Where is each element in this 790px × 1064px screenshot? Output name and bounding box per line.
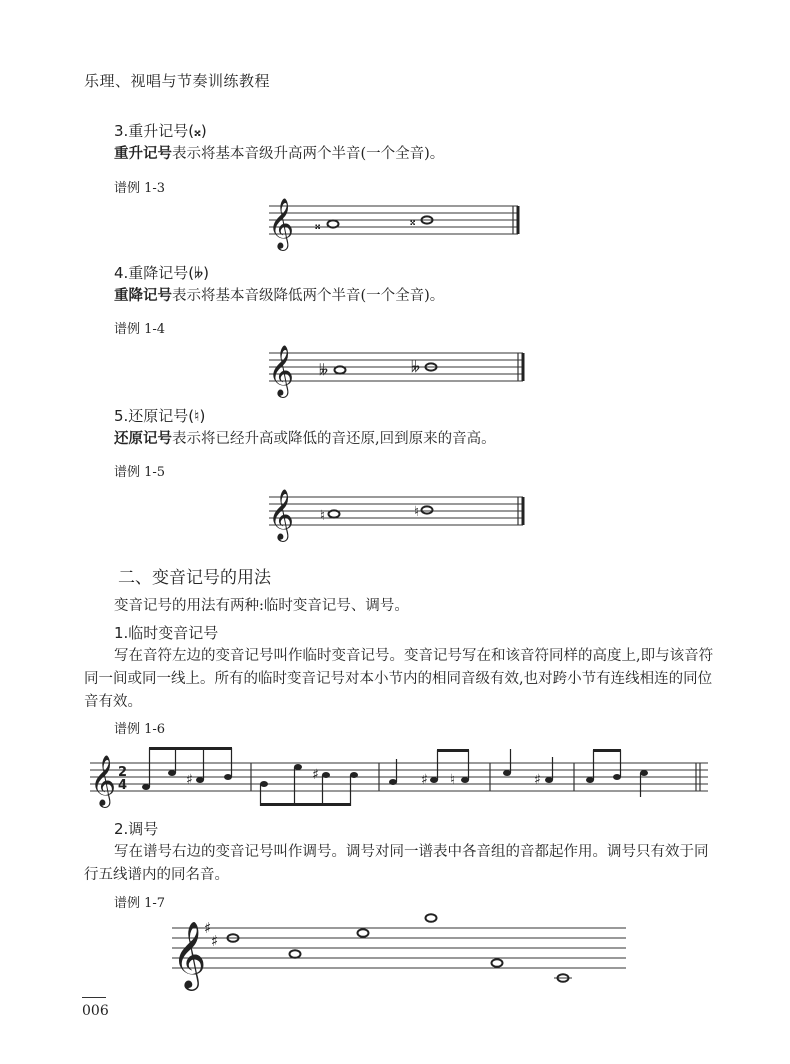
treble-clef-icon: 𝄞 bbox=[268, 198, 295, 249]
sharp-accidental: ♯ bbox=[312, 767, 319, 783]
heading-temporary-accidentals: 1.临时变音记号 bbox=[114, 624, 219, 642]
note bbox=[389, 779, 397, 785]
whole-note bbox=[492, 959, 503, 967]
para-temp-line3: 音有效。 bbox=[84, 694, 142, 710]
sharp-accidental: ♯ bbox=[534, 772, 541, 788]
example-label-1-7: 谱例 1-7 bbox=[114, 896, 166, 911]
score-example-1-4 bbox=[264, 345, 529, 395]
heading-natural: 5.还原记号(♮) bbox=[114, 407, 206, 425]
running-header: 乐理、视唱与节奏训练教程 bbox=[84, 72, 271, 90]
sharp-accidental: ♯ bbox=[421, 772, 428, 788]
measure-5 bbox=[586, 749, 648, 797]
measure-4 bbox=[503, 749, 553, 788]
natural-accidental: ♮ bbox=[320, 508, 326, 524]
beam bbox=[437, 749, 469, 752]
score-example-1-7 bbox=[170, 912, 630, 987]
staff-lines bbox=[269, 497, 523, 525]
beam bbox=[593, 749, 621, 752]
example-label-1-5: 谱例 1-5 bbox=[114, 465, 166, 480]
example-label-1-6: 谱例 1-6 bbox=[114, 722, 166, 737]
example-label-1-4: 谱例 1-4 bbox=[114, 322, 166, 337]
note bbox=[196, 777, 204, 783]
treble-clef-icon: 𝄞 bbox=[268, 489, 295, 540]
score-example-1-6 bbox=[88, 745, 713, 805]
note bbox=[142, 784, 150, 790]
note bbox=[350, 772, 358, 778]
paragraph-double-flat bbox=[114, 283, 444, 309]
whole-note bbox=[290, 950, 301, 958]
section-heading-usage: 二、变音记号的用法 bbox=[118, 568, 271, 588]
sharp-accidental: ♯ bbox=[186, 772, 193, 788]
page-number-rule bbox=[82, 997, 106, 998]
treble-clef-icon: 𝄞 bbox=[268, 345, 295, 396]
para-key-line1: 写在谱号右边的变音记号叫作调号。调号对同一谱表中各音组的音都起作用。调号只有效于同 bbox=[114, 844, 709, 860]
paragraph-double-sharp bbox=[114, 141, 444, 167]
example-label-1-3: 谱例 1-3 bbox=[114, 181, 166, 196]
para-key-line2: 行五线谱内的同名音。 bbox=[84, 867, 229, 883]
treble-clef-icon: 𝄞 bbox=[172, 920, 207, 988]
double-sharp-accidental: 𝄪 bbox=[315, 218, 321, 232]
page-number: 006 bbox=[82, 1003, 109, 1019]
note bbox=[430, 777, 438, 783]
note bbox=[260, 781, 268, 787]
heading-key-signature: 2.调号 bbox=[114, 820, 159, 838]
time-signature-top: 2 bbox=[118, 765, 128, 780]
beam bbox=[149, 747, 232, 750]
staff-lines bbox=[269, 206, 518, 234]
double-flat-accidental: 𝄫 bbox=[319, 361, 329, 379]
score-example-1-5 bbox=[264, 489, 529, 539]
desc-double-flat: 表示将基本音级降低两个半音(一个全音)。 bbox=[172, 288, 445, 304]
paragraph-natural bbox=[114, 426, 496, 452]
time-signature-bottom: 4 bbox=[118, 778, 128, 793]
intro-paragraph: 变音记号的用法有两种:临时变音记号、调号。 bbox=[114, 598, 409, 614]
double-sharp-accidental: 𝄪 bbox=[410, 214, 416, 228]
term-natural: 还原记号 bbox=[114, 430, 172, 447]
heading-double-flat: 4.重降记号(𝄫) bbox=[114, 264, 210, 282]
note bbox=[224, 774, 232, 780]
note bbox=[503, 770, 511, 776]
treble-clef-icon: 𝄞 bbox=[90, 755, 117, 806]
staff-lines bbox=[269, 353, 523, 381]
heading-double-sharp: 3.重升记号(𝄪) bbox=[114, 122, 207, 140]
para-temp-line2: 同一间或同一线上。所有的临时变音记号对本小节内的相同音级有效,也对跨小节有连线相连的同位 bbox=[84, 671, 713, 687]
key-signature-sharp: ♯ bbox=[211, 932, 219, 950]
para-temp-line1: 写在音符左边的变音记号叫作临时变音记号。变音记号写在和该音符同样的高度上,即与该音符 bbox=[114, 648, 714, 664]
desc-double-sharp: 表示将基本音级升高两个半音(一个全音)。 bbox=[172, 146, 445, 162]
note bbox=[586, 777, 594, 783]
note bbox=[461, 777, 469, 783]
note bbox=[294, 764, 302, 770]
double-flat-accidental: 𝄫 bbox=[411, 358, 421, 376]
beam bbox=[260, 803, 351, 806]
note bbox=[322, 772, 330, 778]
whole-note bbox=[358, 929, 369, 937]
natural-accidental: ♮ bbox=[414, 504, 420, 520]
note bbox=[613, 774, 621, 780]
note bbox=[168, 770, 176, 776]
term-double-sharp: 重升记号 bbox=[114, 145, 172, 162]
note bbox=[545, 777, 553, 783]
desc-natural: 表示将已经升高或降低的音还原,回到原来的音高。 bbox=[172, 431, 496, 447]
staff-lines bbox=[172, 928, 626, 968]
term-double-flat: 重降记号 bbox=[114, 287, 172, 304]
note bbox=[640, 770, 648, 776]
whole-note bbox=[422, 506, 433, 513]
natural-accidental: ♮ bbox=[450, 772, 456, 788]
whole-note bbox=[426, 914, 437, 922]
measure-3 bbox=[389, 749, 469, 788]
score-example-1-3 bbox=[264, 198, 524, 248]
key-signature-sharp: ♯ bbox=[204, 919, 212, 937]
